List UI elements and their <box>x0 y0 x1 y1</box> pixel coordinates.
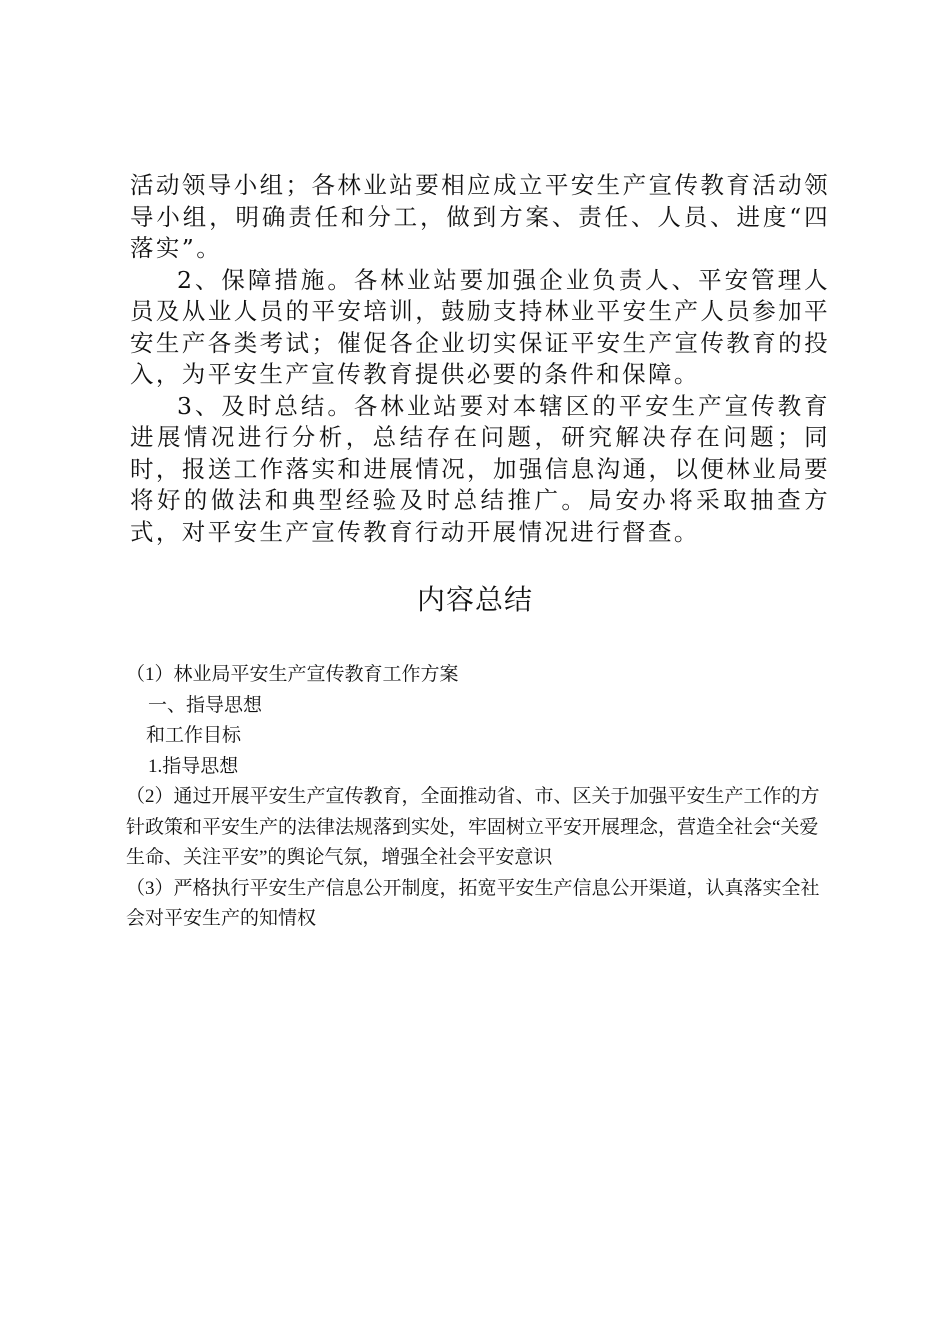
document-body <box>130 170 830 548</box>
summary-item: （1）林业局平安生产宣传教育工作方案 <box>126 664 459 685</box>
body-paragraph: 活动领导小组；各林业站要相应成立平安生产宣传教育活动领导小组，明确责任和分工，做到方案、责任、人员、进度“四落实”。 <box>130 171 830 262</box>
body-paragraph: 2、保障措施。各林业站要加强企业负责人、平安管理人员及从业人员的平安培训，鼓励支持林业平安生产人员参加平安生产各类考试；催促各企业切实保证平安生产宣传教育的投入，为平安生产宣传教育提供必要的条件和保障。 <box>130 265 830 388</box>
body-paragraph: 3、及时总结。各林业站要对本辖区的平安生产宣传教育进展情况进行分析，总结存在问题，研究解决存在问题；同时，报送工作落实和进展情况，加强信息沟通，以便林业局要将好的做法和典型经验及时总结推广。局安办将采取抽查方式，对平安生产宣传教育行动开展情况进行督查。 <box>130 391 830 546</box>
summary-item: （2）通过开展平安生产宣传教育，全面推动省、市、区关于加强平安生产工作的方针政策和平安生产的法律法规落到实处，牢固树立平安开展理念，营造全社会“关爱生命、关注平安”的舆论气氛，增强全社会平安意识 <box>126 786 820 868</box>
summary-list <box>126 660 826 935</box>
summary-item: 1.指导思想 <box>148 755 239 777</box>
summary-item: 一、指导思想 <box>148 694 263 716</box>
summary-item: 和工作目标 <box>146 725 242 746</box>
summary-title: 内容总结 <box>416 583 533 616</box>
summary-item: （3）严格执行平安生产信息公开制度，拓宽平安生产信息公开渠道，认真落实全社会对平安生产的知情权 <box>126 877 820 929</box>
